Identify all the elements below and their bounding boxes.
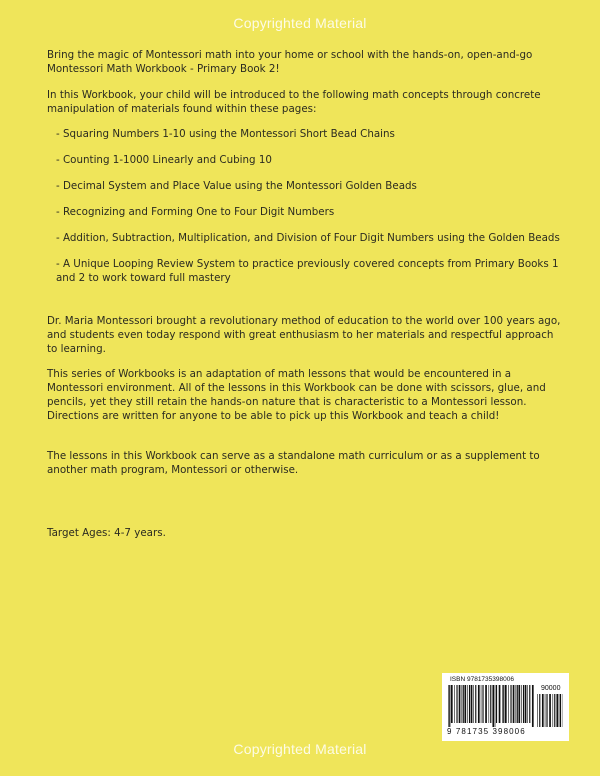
barcode-bar bbox=[496, 685, 497, 723]
description-body bbox=[47, 48, 562, 540]
topic-item: - Recognizing and Forming One to Four Digit Numbers bbox=[56, 206, 335, 218]
barcode-bar bbox=[463, 685, 464, 723]
barcode-bar bbox=[454, 685, 455, 723]
barcode-bar bbox=[495, 685, 496, 727]
watermark-bottom: Copyrighted Material bbox=[233, 741, 367, 757]
barcode-bar bbox=[449, 685, 450, 727]
barcode-bar bbox=[505, 685, 507, 723]
topic-item: - Squaring Numbers 1-10 using the Montessori Short Bead Chains bbox=[56, 128, 395, 140]
series-paragraph: This series of Workbooks is an adaptation of math lessons that would be encountered in a Montessori environment. All of the lessons in this Workbook can be done with scissors, glue, and pencils, yet they still retain the hands-on nature that is characteristic to a Montessori lesson. Directions are written for anyone to be able to pick up this Workbook and teach a child! bbox=[47, 368, 546, 422]
barcode-bar bbox=[475, 685, 476, 723]
barcode-bar bbox=[532, 685, 534, 727]
barcode-bar bbox=[542, 694, 544, 727]
intro-paragraph: Bring the magic of Montessori math into your home or school with the hands-on, open-and-go Montessori Math Workbook - Primary Book 2! bbox=[47, 49, 533, 75]
barcode-bar bbox=[539, 694, 540, 727]
barcode-bar bbox=[508, 685, 509, 723]
barcode-bar bbox=[464, 685, 466, 723]
barcode-bar bbox=[469, 685, 470, 723]
price-code: 90000 bbox=[541, 685, 561, 692]
barcode-main-icon bbox=[448, 685, 534, 727]
barcode-bar bbox=[456, 685, 457, 723]
barcode-bar bbox=[545, 694, 546, 727]
isbn-label: ISBN 9781735398006 bbox=[450, 676, 514, 683]
barcode-bar bbox=[529, 685, 530, 723]
topic-item: - Addition, Subtraction, Multiplication, and Division of Four Digit Numbers using the Golden Beads bbox=[56, 232, 560, 244]
barcode-bar bbox=[489, 685, 490, 723]
barcode-bar bbox=[516, 685, 517, 723]
barcode-bar bbox=[485, 685, 487, 723]
barcode-bar bbox=[492, 685, 494, 727]
barcode-bar bbox=[471, 685, 473, 723]
barcode-bar bbox=[521, 685, 522, 723]
barcode-bar bbox=[554, 694, 555, 727]
barcode-bar bbox=[523, 685, 524, 723]
barcode-bar bbox=[490, 685, 491, 723]
barcode-bar bbox=[518, 685, 520, 723]
topic-list bbox=[47, 127, 562, 285]
barcode-bar bbox=[503, 685, 504, 723]
barcode-bar bbox=[549, 694, 551, 727]
lessons-paragraph: The lessons in this Workbook can serve as a standalone math curriculum or as a supplement to another math program, Montessori or otherwise. bbox=[47, 450, 540, 476]
watermark-top: Copyrighted Material bbox=[233, 15, 367, 31]
barcode-bar bbox=[537, 694, 538, 727]
barcode-box bbox=[442, 673, 569, 741]
barcode-bar bbox=[510, 685, 511, 723]
target-ages: Target Ages: 4-7 years. bbox=[47, 527, 166, 539]
barcode-bar bbox=[559, 694, 560, 727]
barcode-bar bbox=[527, 685, 528, 723]
barcode-bar bbox=[462, 685, 463, 723]
barcode-bar bbox=[553, 694, 554, 727]
barcode-bar bbox=[556, 694, 558, 727]
barcode-bar bbox=[459, 685, 461, 723]
barcode-bar bbox=[451, 685, 453, 723]
barcode-addon-icon bbox=[537, 694, 563, 727]
montessori-paragraph: Dr. Maria Montessori brought a revolutionary method of education to the world over 100 years ago, and students even today respond with great enthusiasm to her materials and respectful approach to learning. bbox=[47, 315, 561, 355]
barcode-bar bbox=[467, 685, 468, 723]
barcode-bar bbox=[517, 685, 518, 723]
barcode-bar bbox=[473, 685, 474, 723]
barcode-bar bbox=[482, 685, 483, 723]
barcode-bar bbox=[560, 694, 561, 727]
barcode-bar bbox=[513, 685, 515, 723]
topic-item: - A Unique Looping Review System to practice previously covered concepts from Primary Books 1 and 2 to work toward full mastery bbox=[56, 258, 559, 284]
barcode-bar bbox=[448, 685, 449, 727]
barcode-bar bbox=[546, 694, 547, 727]
topic-item: - Counting 1-1000 Linearly and Cubing 10 bbox=[56, 154, 272, 166]
barcode-bar bbox=[525, 685, 527, 723]
barcode-bar bbox=[478, 685, 480, 723]
topic-item: - Decimal System and Place Value using the Montessori Golden Beads bbox=[56, 180, 417, 192]
barcode-digits: 9 781735 398006 bbox=[447, 727, 526, 736]
barcode-bar bbox=[481, 685, 482, 723]
barcode-bar bbox=[499, 685, 501, 723]
concepts-intro-paragraph: In this Workbook, your child will be introduced to the following math concepts through concrete manipulation of materials found within these pages: bbox=[47, 89, 541, 115]
barcode-bar bbox=[502, 685, 503, 723]
